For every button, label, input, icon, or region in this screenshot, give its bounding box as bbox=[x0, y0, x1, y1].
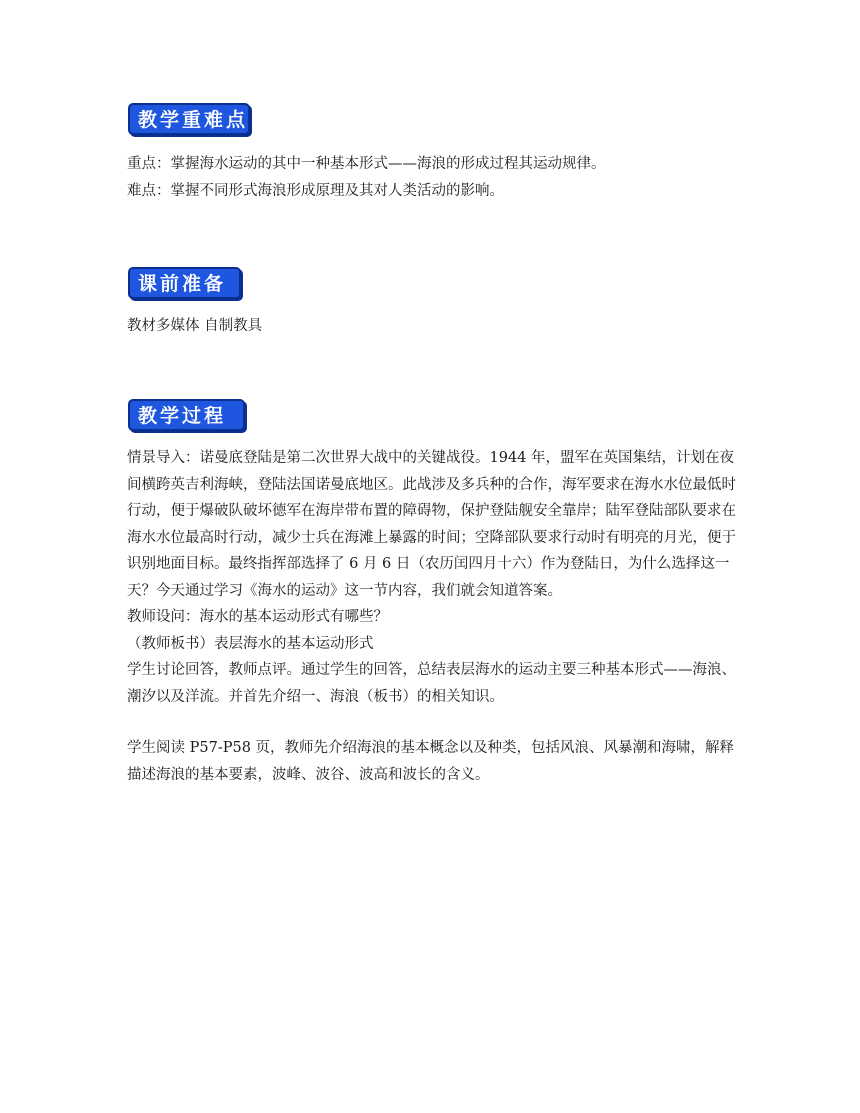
preparation-content bbox=[127, 313, 739, 340]
question-paragraph: 教师设问：海水的基本运动形式有哪些？ bbox=[127, 609, 388, 625]
section-title-process: 教学过程 bbox=[128, 399, 245, 431]
discussion-paragraph: 学生讨论回答，教师点评。通过学生的回答，总结表层海水的运动主要三种基本形式——海浪、潮汐以及洋流。并首先介绍一、海浪（板书）的相关知识。 bbox=[127, 662, 736, 705]
key-points-content bbox=[127, 151, 739, 204]
difficulty-paragraph: 难点：掌握不同形式海浪形成原理及其对人类活动的影响。 bbox=[127, 182, 504, 199]
section-title-key-points: 教学重难点 bbox=[128, 103, 250, 135]
reading-content bbox=[127, 735, 739, 788]
section-title-preparation: 课前准备 bbox=[128, 267, 241, 299]
focus-paragraph: 重点：掌握海水运动的其中一种基本形式——海浪的形成过程其运动规律。 bbox=[127, 156, 606, 172]
reading-paragraph: 学生阅读 P57-P58 页，教师先介绍海浪的基本概念以及种类，包括风浪、风暴潮和海啸，解释描述海浪的基本要素，波峰、波谷、波高和波长的含义。 bbox=[127, 740, 735, 783]
process-content bbox=[127, 445, 739, 710]
materials-paragraph: 教材多媒体 自制教具 bbox=[127, 318, 263, 334]
intro-paragraph: 情景导入：诺曼底登陆是第二次世界大战中的关键战役。1944 年，盟军在英国集结，计划在夜间横跨英吉利海峡，登陆法国诺曼底地区。此战涉及多兵种的合作，海军要求在海水水位最低时行动，便于爆破队破坏德军在海岸带布置的障碍物，保护登陆舰安全靠岸；陆军登陆部队要求在海水水位最高时行动，减少士兵在海滩上暴露的时间；空降部队要求行动时有明亮的月光，便于识别地面目标。最终指挥部选择了 6 月 6 日（农历闰四月十六）作为登陆日，为什么选择这一天？今天通过学习《海水的运动》这一节内容，我们就会知道答案。 bbox=[127, 450, 736, 599]
board-paragraph: （教师板书）表层海水的基本运动形式 bbox=[127, 635, 374, 652]
